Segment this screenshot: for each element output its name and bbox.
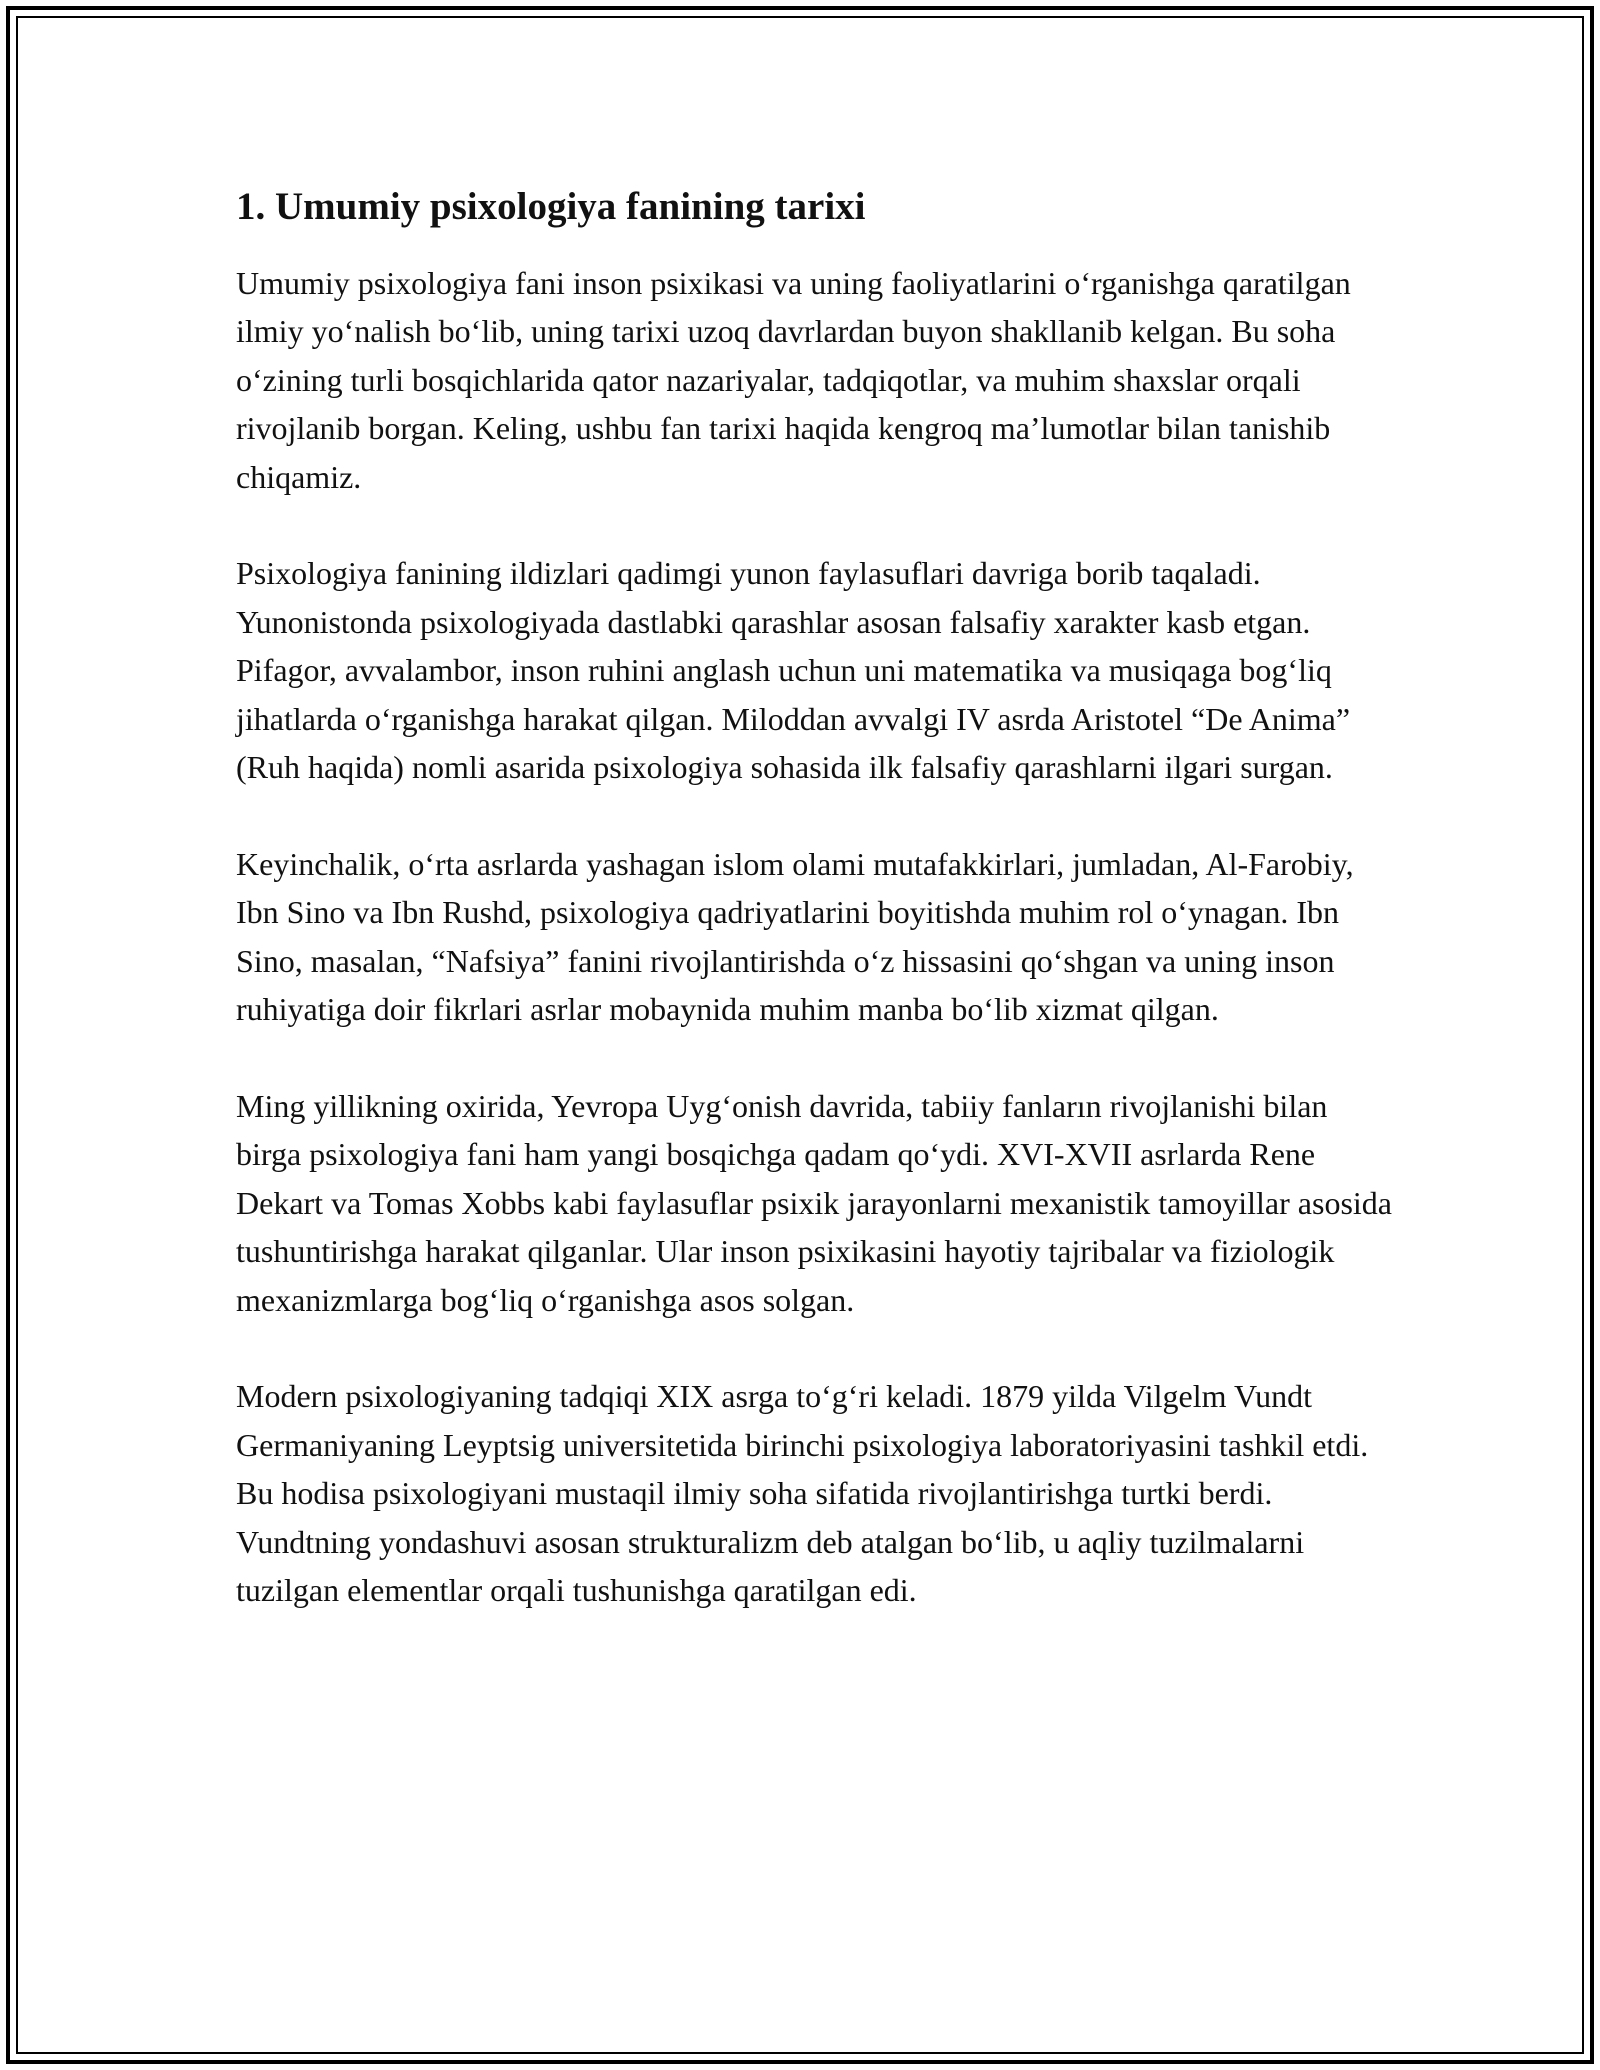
- paragraph-ancient-greece: Psixologiya fanining ildizlari qadimgi yunon faylasuflari davriga borib taqaladi. Yunonistonda psixologiyada dastlabki qarashlar asosan falsafiy xarakter kasb etgan. Pifagor, avvalambor, inson ruhini anglash uchun uni matematika va musiqaga bog‘liq jihatlarda o‘rganishga harakat qilgan. Miloddan avvalgi IV asrda Aristotel “De Anima” (Ruh haqida) nomli asarida psixologiya sohasida ilk falsafiy qarashlarni ilgari surgan.: [236, 555, 1351, 786]
- paragraph-intro: Umumiy psixologiya fani inson psixikasi va uning faoliyatlarini o‘rganishga qaratilgan ilmiy yo‘nalish bo‘lib, uning tarixi uzoq davrlardan buyon shakllanib kelgan. Bu soha o‘zining turli bosqichlarida qator nazariyalar, tadqiqotlar, va muhim shaxslar orqali rivojlanib borgan. Keling, ushbu fan tarixi haqida kengroq ma’lumotlar bilan tanishib chiqamiz.: [236, 264, 1351, 495]
- paragraph-renaissance: Ming yillikning oxirida, Yevropa Uyg‘onish davrida, tabiiy fanların rivojlanishi bilan birga psixologiya fani ham yangi bosqichga qadam qo‘ydi. XVI-XVII asrlarda Rene Dekart va Tomas Xobbs kabi faylasuflar psixik jarayonlarni mexanistik tamoyillar asosida tushuntirishga harakat qilganlar. Ular inson psixikasini hayotiy tajribalar va fiziologik mexanizmlarga bog‘liq o‘rganishga asos solgan.: [236, 1087, 1392, 1318]
- document-body: [236, 184, 1396, 1663]
- paragraph-modern: Modern psixologiyaning tadqiqi XIX asrga to‘g‘ri keladi. 1879 yilda Vilgelm Vundt Germaniyaning Leyptsig universitetida birinchi psixologiya laboratoriyasini tashkil etdi. Bu hodisa psixologiyani mustaqil ilmiy soha sifatida rivojlantirishga turtki berdi. Vundtning yondashuvi asosan strukturalizm deb atalgan bo‘lib, u aqliy tuzilmalarni tuzilgan elementlar orqali tushunishga qaratilgan edi.: [236, 1378, 1369, 1609]
- paragraph-islamic-thinkers: Keyinchalik, o‘rta asrlarda yashagan islom olami mutafakkirlari, jumladan, Al-Farobiy, Ibn Sino va Ibn Rushd, psixologiya qadriyatlarini boyitishda muhim rol o‘ynagan. Ibn Sino, masalan, “Nafsiya” fanini rivojlantirishda o‘z hissasini qo‘shgan va uning inson ruhiyatiga doir fikrlari asrlar mobaynida muhim manba bo‘lib xizmat qilgan.: [236, 845, 1354, 1028]
- document-title: 1. Umumiy psixologiya fanining tarixi: [236, 185, 866, 228]
